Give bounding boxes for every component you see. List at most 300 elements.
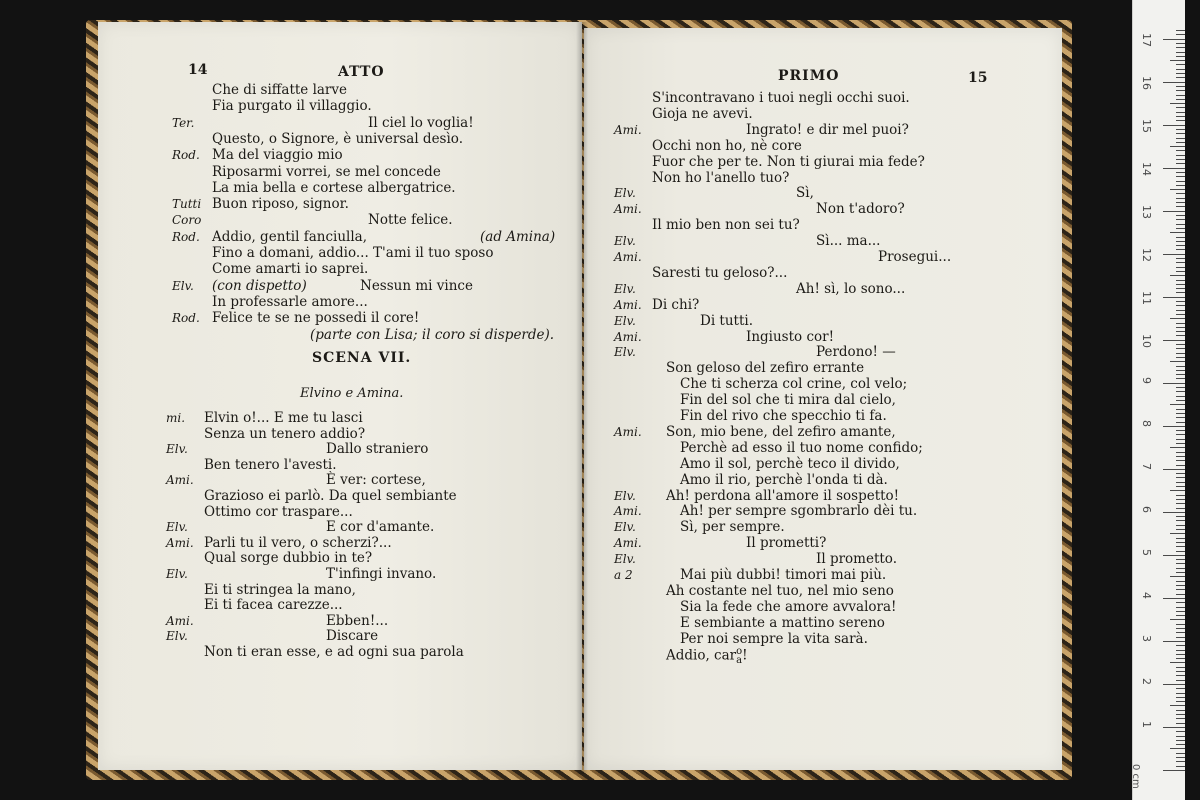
ruler-tick bbox=[1176, 280, 1185, 281]
ruler-tick bbox=[1176, 551, 1185, 552]
verse-line bbox=[666, 488, 899, 504]
verse-text: Ah! per sempre sgombrarlo dèi tu. bbox=[680, 503, 918, 520]
ruler-number: 4 bbox=[1140, 591, 1153, 599]
ruler-tick bbox=[1176, 185, 1185, 186]
verse-line bbox=[652, 90, 910, 106]
verse-line bbox=[680, 408, 887, 424]
verse-line bbox=[746, 122, 909, 138]
ruler-tick bbox=[1176, 215, 1185, 216]
ruler-tick bbox=[1176, 650, 1185, 651]
ruler-tick bbox=[1176, 520, 1185, 521]
verse-line bbox=[652, 217, 800, 233]
verse-line bbox=[212, 294, 368, 310]
speaker-label: Elv. bbox=[614, 186, 636, 201]
verse-text: Buon riposo, signor. bbox=[212, 196, 349, 213]
verse-text: Notte felice. bbox=[368, 212, 453, 229]
ruler-tick bbox=[1176, 581, 1185, 582]
verse-line bbox=[212, 131, 463, 147]
ruler-tick bbox=[1176, 701, 1185, 702]
verse-text: Amo il rio, perchè l'onda ti dà. bbox=[680, 471, 888, 488]
ruler-tick bbox=[1176, 675, 1185, 676]
ruler-tick bbox=[1163, 469, 1185, 470]
ruler-tick bbox=[1176, 542, 1185, 543]
ruler-number: 3 bbox=[1140, 634, 1153, 642]
verse-text: Non ti eran esse, e ad ogni sua parola bbox=[204, 644, 464, 660]
ruler-tick bbox=[1163, 340, 1185, 341]
ruler-tick bbox=[1170, 318, 1185, 319]
verse-text: E cor d'amante. bbox=[326, 519, 435, 536]
verse-text: Che ti scherza col crine, col velo; bbox=[680, 376, 908, 393]
verse-line bbox=[816, 233, 880, 249]
ruler-tick bbox=[1163, 383, 1185, 384]
ruler-tick bbox=[1176, 107, 1185, 108]
verse-text: Elvin o!... E me tu lasci bbox=[204, 410, 363, 426]
ruler-tick bbox=[1176, 525, 1185, 526]
verse-text: Il prometto. bbox=[816, 551, 897, 568]
ruler-tick bbox=[1176, 486, 1185, 487]
measuring-ruler bbox=[1132, 0, 1185, 800]
verse-text: Non t'adoro? bbox=[816, 201, 905, 218]
ruler-tick bbox=[1176, 422, 1185, 423]
ruler-tick bbox=[1176, 99, 1185, 100]
verse-text: (parte con Lisa; il coro si disperde). bbox=[310, 326, 555, 343]
ruler-tick bbox=[1170, 232, 1185, 233]
ruler-number: 9 bbox=[1140, 376, 1153, 384]
verse-text: S'incontravano i tuoi negli occhi suoi. bbox=[652, 90, 910, 106]
ruler-tick bbox=[1170, 361, 1185, 362]
ruler-tick bbox=[1170, 490, 1185, 491]
verse-line bbox=[666, 583, 894, 599]
ruler-tick bbox=[1176, 370, 1185, 371]
ruler-tick bbox=[1176, 761, 1185, 762]
verse-line bbox=[680, 376, 907, 392]
ruler-tick bbox=[1176, 314, 1185, 315]
verse-text: Son, mio bene, del zefiro amante, bbox=[666, 423, 896, 440]
verse-line bbox=[816, 201, 905, 217]
ruler-tick bbox=[1163, 168, 1185, 169]
verse-line bbox=[680, 599, 896, 615]
ruler-tick bbox=[1176, 366, 1185, 367]
ruler-tick bbox=[1176, 262, 1185, 263]
verse-line bbox=[652, 106, 753, 122]
ruler-tick bbox=[1176, 766, 1185, 767]
ruler-tick bbox=[1176, 443, 1185, 444]
verse-text: Riposarmi vorrei, se mel concede bbox=[212, 163, 441, 180]
verse-text: Ah! sì, lo sono... bbox=[796, 280, 906, 297]
speaker-label: Ami. bbox=[614, 297, 642, 312]
speaker-label: Elv. bbox=[614, 520, 636, 535]
ruler-number: 11 bbox=[1140, 290, 1153, 305]
variant-lower: a bbox=[736, 654, 743, 666]
verse-line bbox=[212, 164, 441, 180]
verse-text: T'infingi invano. bbox=[326, 566, 437, 582]
verse-text: Fin del rivo che specchio ti fa. bbox=[680, 408, 887, 424]
ruler-number: 15 bbox=[1140, 118, 1153, 133]
verse-line bbox=[368, 115, 474, 131]
verse-text: Fino a domani, addio... T'ami il tuo sposo bbox=[212, 245, 494, 261]
verse-text: Ben tenero l'avesti. bbox=[204, 456, 337, 473]
ruler-number: 12 bbox=[1140, 247, 1153, 262]
ruler-tick bbox=[1176, 198, 1185, 199]
ruler-tick bbox=[1176, 129, 1185, 130]
ruler-number: 16 bbox=[1140, 75, 1153, 90]
ruler-tick bbox=[1176, 120, 1185, 121]
verse-line bbox=[666, 360, 864, 376]
ruler-tick bbox=[1176, 658, 1185, 659]
ruler-tick bbox=[1176, 249, 1185, 250]
ruler-tick bbox=[1176, 624, 1185, 625]
ruler-tick bbox=[1170, 103, 1185, 104]
verse-text: Ingiusto cor! bbox=[746, 328, 835, 345]
ruler-tick bbox=[1170, 576, 1185, 577]
ruler-tick bbox=[1176, 632, 1185, 633]
ruler-tick bbox=[1176, 697, 1185, 698]
ruler-tick bbox=[1176, 193, 1185, 194]
ruler-tick bbox=[1170, 447, 1185, 448]
ruler-tick bbox=[1176, 611, 1185, 612]
verse-text: Il mio ben non sei tu? bbox=[652, 217, 800, 234]
verse-text: Ei ti stringea la mano, bbox=[204, 581, 356, 598]
ruler-tick bbox=[1176, 667, 1185, 668]
speaker-label: Ami. bbox=[614, 536, 642, 551]
verse-text: Ah! perdona all'amore il sospetto! bbox=[666, 487, 900, 504]
speaker-label: Ami. bbox=[614, 504, 642, 519]
ruler-tick bbox=[1176, 710, 1185, 711]
verse-line bbox=[204, 550, 372, 566]
verse-text: Di tutti. bbox=[700, 312, 754, 329]
ruler-tick bbox=[1176, 292, 1185, 293]
ruler-tick bbox=[1176, 731, 1185, 732]
ruler-tick bbox=[1176, 417, 1185, 418]
verse-text: E sembiante a mattino sereno bbox=[680, 614, 885, 631]
ruler-tick bbox=[1176, 409, 1185, 410]
verse-line bbox=[204, 426, 365, 442]
ruler-tick bbox=[1176, 95, 1185, 96]
verse-text: Senza un tenero addio? bbox=[204, 425, 366, 442]
ruler-tick bbox=[1176, 452, 1185, 453]
ruler-tick bbox=[1176, 757, 1185, 758]
verse-text: Grazioso ei parlò. Da quel sembiante bbox=[204, 488, 457, 504]
speaker-label: Ami. bbox=[614, 202, 642, 217]
ruler-tick bbox=[1176, 353, 1185, 354]
running-head-left: ATTO bbox=[338, 64, 385, 80]
verse-line bbox=[212, 196, 349, 212]
verse-line bbox=[310, 327, 554, 343]
ruler-tick bbox=[1176, 723, 1185, 724]
ruler-number: 1 bbox=[1140, 720, 1153, 728]
verse-line bbox=[326, 628, 378, 644]
speaker-label: Ami. bbox=[166, 535, 194, 550]
ruler-tick bbox=[1176, 323, 1185, 324]
ruler-tick bbox=[1176, 607, 1185, 608]
ruler-tick bbox=[1176, 753, 1185, 754]
variant-upper: o bbox=[736, 645, 743, 657]
page-number-right: 15 bbox=[968, 70, 988, 86]
ruler-tick bbox=[1176, 744, 1185, 745]
ruler-tick bbox=[1163, 512, 1185, 513]
ruler-number: 17 bbox=[1140, 32, 1153, 47]
verse-line bbox=[212, 245, 493, 261]
ruler-tick bbox=[1176, 563, 1185, 564]
ruler-tick bbox=[1176, 86, 1185, 87]
speaker-label: Coro bbox=[172, 213, 202, 228]
verse-text: Questo, o Signore, è universal desìo. bbox=[212, 130, 463, 147]
verse-text: Di chi? bbox=[652, 296, 700, 313]
ruler-tick bbox=[1176, 206, 1185, 207]
ruler-tick bbox=[1176, 241, 1185, 242]
verse-line bbox=[326, 441, 428, 457]
ruler-tick bbox=[1176, 602, 1185, 603]
ruler-tick bbox=[1176, 181, 1185, 182]
ruler-tick bbox=[1176, 176, 1185, 177]
speaker-label: Ter. bbox=[172, 115, 195, 130]
ruler-tick bbox=[1176, 327, 1185, 328]
ruler-tick bbox=[1170, 275, 1185, 276]
verse-text: Sì, per sempre. bbox=[680, 519, 785, 536]
speaker-label: Elv. bbox=[614, 234, 636, 249]
verse-text: Gioja ne avevi. bbox=[652, 105, 753, 122]
verse-line bbox=[680, 519, 785, 535]
verse-line bbox=[680, 440, 923, 456]
verse-line bbox=[212, 180, 456, 196]
speaker-label: Elv. bbox=[166, 520, 188, 535]
ruler-tick bbox=[1176, 465, 1185, 466]
ruler-tick bbox=[1170, 748, 1185, 749]
verse-text: Ma del viaggio mio bbox=[212, 147, 343, 164]
ruler-tick bbox=[1170, 404, 1185, 405]
ruler-tick bbox=[1176, 335, 1185, 336]
speaker-label: Rod. bbox=[172, 229, 200, 244]
ruler-tick bbox=[1176, 637, 1185, 638]
ruler-tick bbox=[1176, 499, 1185, 500]
ruler-tick bbox=[1176, 172, 1185, 173]
ruler-number: 7 bbox=[1140, 462, 1153, 470]
verse-text: Qual sorge dubbio in te? bbox=[204, 550, 373, 567]
ruler-tick bbox=[1176, 628, 1185, 629]
verse-text: Ebben!... bbox=[326, 612, 389, 629]
ruler-tick bbox=[1176, 30, 1185, 31]
ruler-tick bbox=[1176, 90, 1185, 91]
ruler-tick bbox=[1176, 482, 1185, 483]
ruler-tick bbox=[1176, 594, 1185, 595]
ruler-tick bbox=[1176, 52, 1185, 53]
speaker-label: mi. bbox=[166, 411, 186, 425]
ruler-tick bbox=[1176, 150, 1185, 151]
verse-text: Il prometti? bbox=[746, 535, 827, 552]
running-head-right: PRIMO bbox=[778, 68, 840, 84]
ruler-tick bbox=[1176, 572, 1185, 573]
ruler-tick bbox=[1176, 688, 1185, 689]
verse-line bbox=[326, 566, 436, 582]
ruler-tick bbox=[1176, 310, 1185, 311]
ruler-tick bbox=[1176, 138, 1185, 139]
ruler-number: 6 bbox=[1140, 505, 1153, 513]
verse-line bbox=[652, 297, 699, 313]
verse-line bbox=[212, 147, 343, 163]
verse-line bbox=[326, 613, 388, 629]
ruler-tick bbox=[1176, 456, 1185, 457]
verse-line bbox=[796, 281, 905, 297]
speaker-label: Elv. bbox=[166, 442, 188, 457]
verse-text: Prosegui... bbox=[878, 249, 952, 265]
speaker-label: Elv. bbox=[614, 552, 636, 567]
speaker-label: Elv. bbox=[614, 281, 636, 296]
verse-line bbox=[326, 519, 434, 535]
ruler-tick bbox=[1176, 305, 1185, 306]
verse-line bbox=[652, 154, 925, 170]
verse-line bbox=[212, 310, 419, 326]
verse-line bbox=[680, 456, 900, 472]
ruler-tick bbox=[1163, 82, 1185, 83]
ruler-tick bbox=[1176, 163, 1185, 164]
ruler-tick bbox=[1176, 538, 1185, 539]
verse-text: Ingrato! e dir mel puoi? bbox=[746, 121, 909, 138]
ruler-tick bbox=[1176, 116, 1185, 117]
verse-line bbox=[680, 631, 868, 647]
ruler-tick bbox=[1176, 671, 1185, 672]
ruler-tick bbox=[1176, 430, 1185, 431]
ruler-number: 13 bbox=[1140, 204, 1153, 219]
verse-text: In professarle amore... bbox=[212, 293, 368, 310]
verse-line bbox=[204, 504, 353, 520]
ruler-number: 8 bbox=[1140, 419, 1153, 427]
ruler-tick bbox=[1176, 718, 1185, 719]
ruler-tick bbox=[1176, 387, 1185, 388]
verse-line bbox=[204, 582, 356, 598]
verse-line bbox=[680, 503, 917, 519]
ruler-tick bbox=[1176, 378, 1185, 379]
verse-text: Saresti tu geloso?... bbox=[652, 264, 788, 281]
ruler-tick bbox=[1176, 159, 1185, 160]
ruler-tick bbox=[1163, 426, 1185, 427]
ruler-tick bbox=[1170, 60, 1185, 61]
page-number-left: 14 bbox=[188, 62, 208, 78]
ruler-tick bbox=[1163, 641, 1185, 642]
ruler-tick bbox=[1176, 271, 1185, 272]
ruler-tick bbox=[1176, 219, 1185, 220]
ruler-tick bbox=[1176, 645, 1185, 646]
ruler-tick bbox=[1176, 559, 1185, 560]
ruler-tick bbox=[1176, 680, 1185, 681]
verse-text: Sì, bbox=[796, 185, 814, 202]
ruler-tick bbox=[1176, 284, 1185, 285]
verse-text: Per noi sempre la vita sarà. bbox=[680, 630, 868, 647]
verse-line bbox=[816, 551, 897, 567]
verse-line bbox=[680, 567, 886, 583]
verse-text: Fia purgato il villaggio. bbox=[212, 98, 372, 115]
ruler-tick bbox=[1163, 555, 1185, 556]
ruler-tick bbox=[1176, 43, 1185, 44]
speaker-label: a 2 bbox=[614, 568, 633, 582]
ruler-tick bbox=[1176, 344, 1185, 345]
verse-text: Addio, gentil fanciulla, bbox=[212, 228, 368, 245]
ruler-tick bbox=[1176, 568, 1185, 569]
verse-line bbox=[680, 472, 888, 488]
speaker-label: Rod. bbox=[172, 311, 200, 326]
ruler-tick bbox=[1176, 142, 1185, 143]
ruler-tick bbox=[1176, 237, 1185, 238]
stage-direction: (ad Amina) bbox=[480, 228, 556, 245]
verse-text: Sia la fede che amore avvalora! bbox=[680, 598, 897, 615]
speaker-label: Ami. bbox=[614, 424, 642, 439]
ruler-number: 2 bbox=[1140, 677, 1153, 685]
verse-text: È ver: cortese, bbox=[326, 472, 426, 489]
verse-line bbox=[652, 170, 789, 186]
ruler-tick bbox=[1163, 297, 1185, 298]
ruler-tick bbox=[1176, 64, 1185, 65]
verse-line bbox=[204, 410, 363, 426]
ruler-tick bbox=[1176, 34, 1185, 35]
ruler-tick bbox=[1176, 112, 1185, 113]
ruler-tick bbox=[1176, 529, 1185, 530]
ruler-tick bbox=[1176, 516, 1185, 517]
ruler-tick bbox=[1176, 546, 1185, 547]
scene-cast: Elvino e Amina. bbox=[300, 386, 404, 401]
ruler-tick bbox=[1170, 189, 1185, 190]
verse-text: Occhi non ho, nè core bbox=[652, 137, 802, 154]
verse-line bbox=[680, 615, 885, 631]
ruler-tick bbox=[1176, 615, 1185, 616]
speaker-label: Rod. bbox=[172, 148, 200, 163]
ruler-tick bbox=[1170, 705, 1185, 706]
verse-line bbox=[878, 249, 951, 265]
verse-text: Perdono! — bbox=[816, 344, 896, 361]
ruler-tick bbox=[1163, 598, 1185, 599]
ruler-tick bbox=[1176, 508, 1185, 509]
verse-text: Fin del sol che ti mira dal cielo, bbox=[680, 392, 896, 409]
ruler-tick bbox=[1176, 357, 1185, 358]
verse-text: Fuor che per te. Non ti giurai mia fede? bbox=[652, 153, 925, 170]
verse-text: Che di siffatte larve bbox=[212, 82, 348, 98]
ruler-number: 14 bbox=[1140, 161, 1153, 176]
verse-line bbox=[746, 329, 834, 345]
ruler-tick bbox=[1176, 258, 1185, 259]
speaker-label: Ami. bbox=[166, 473, 194, 488]
ruler-tick bbox=[1176, 301, 1185, 302]
ruler-tick bbox=[1176, 47, 1185, 48]
ruler-tick bbox=[1176, 693, 1185, 694]
ruler-tick bbox=[1163, 211, 1185, 212]
verse-line bbox=[326, 472, 426, 488]
ruler-tick bbox=[1176, 69, 1185, 70]
verse-line bbox=[666, 647, 748, 665]
verse-text: Felice te se ne possedi il core! bbox=[212, 310, 420, 327]
ruler-tick bbox=[1163, 727, 1185, 728]
ruler-number: 5 bbox=[1140, 548, 1153, 556]
verse-line bbox=[652, 265, 787, 281]
ruler-tick bbox=[1176, 495, 1185, 496]
ruler-tick bbox=[1176, 245, 1185, 246]
speaker-label: Tutti bbox=[172, 197, 202, 212]
ruler-tick bbox=[1176, 400, 1185, 401]
verse-text: Amo il sol, perchè teco il divido, bbox=[680, 455, 900, 472]
ruler-tick bbox=[1176, 413, 1185, 414]
scene-title: SCENA VII. bbox=[312, 350, 412, 366]
speaker-label: Ami. bbox=[614, 250, 642, 264]
ruler-tick bbox=[1176, 439, 1185, 440]
speaker-label: Elv. bbox=[614, 313, 636, 328]
ruler-tick bbox=[1176, 374, 1185, 375]
verse-text: Dallo straniero bbox=[326, 441, 429, 458]
verse-text: Parli tu il vero, o scherzi?... bbox=[204, 534, 392, 551]
verse-text: Il ciel lo voglia! bbox=[368, 114, 474, 131]
verse-text: La mia bella e cortese albergatrice. bbox=[212, 179, 456, 196]
ruler-tick bbox=[1176, 473, 1185, 474]
ruler-tick bbox=[1176, 224, 1185, 225]
verse-text: Perchè ad esso il tuo nome confido; bbox=[680, 439, 923, 456]
verse-text: Discare bbox=[326, 628, 379, 645]
verse-line bbox=[204, 644, 464, 660]
